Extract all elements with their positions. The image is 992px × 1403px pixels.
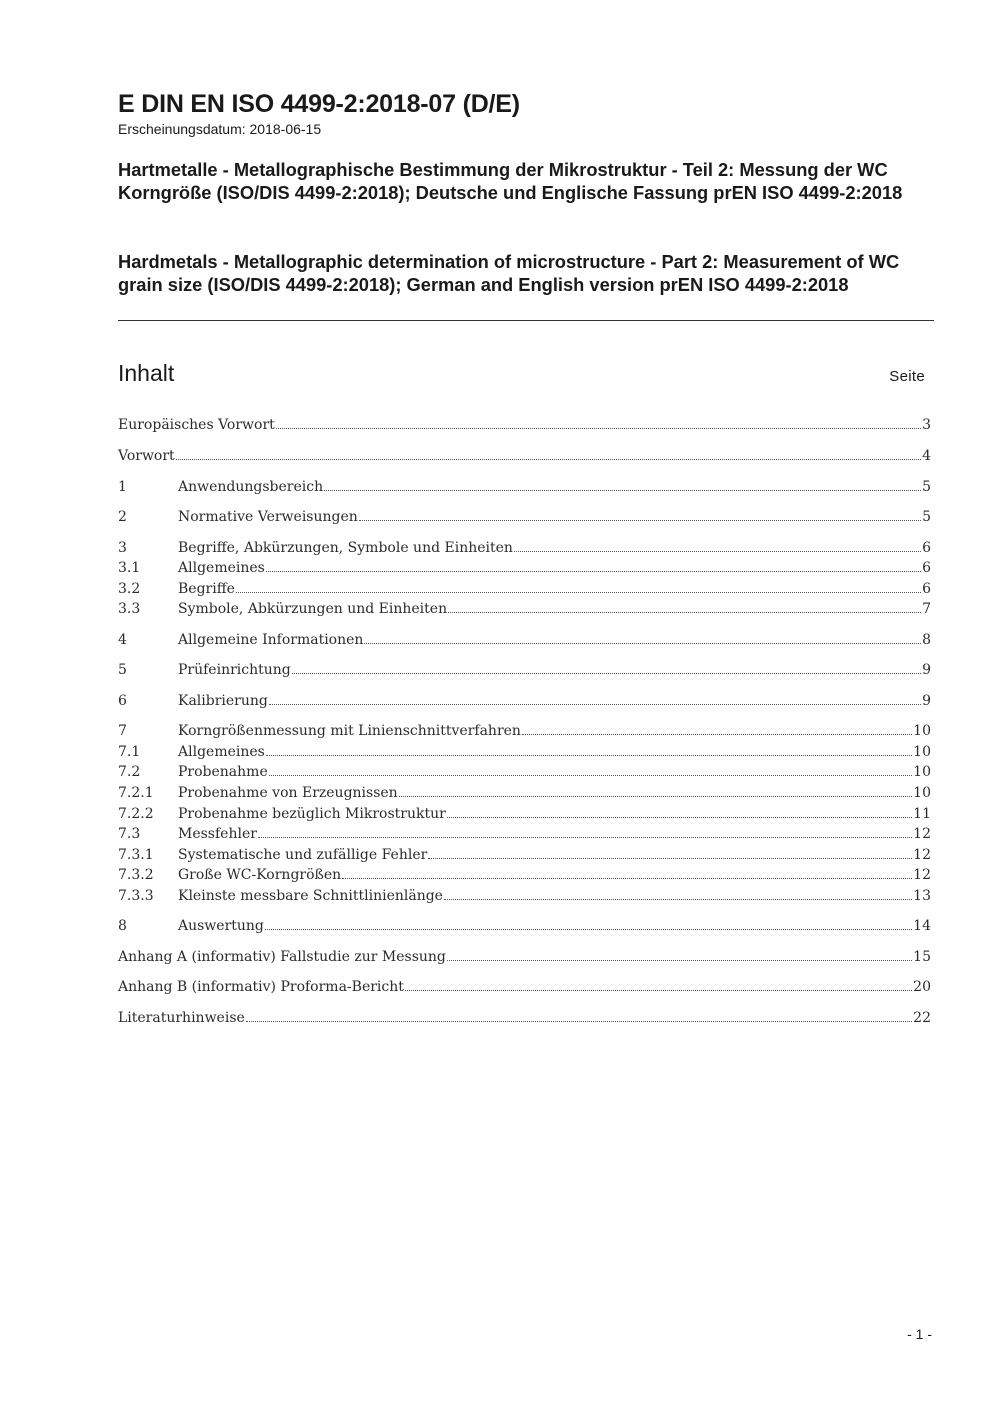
toc-entry-page: 5 [922, 509, 931, 525]
toc-entry[interactable] [118, 577, 931, 597]
toc-entry-text: Anhang B (informativ) Proforma-Bericht [118, 979, 404, 995]
toc-entry-text: Symbole, Abkürzungen und Einheiten [178, 601, 448, 617]
toc-entry-text: Allgemeines [178, 560, 265, 576]
toc-leader [265, 929, 912, 930]
toc-entry-page: 13 [913, 888, 931, 904]
toc-entry-text: Vorwort [118, 448, 175, 464]
toc-heading: Inhalt [118, 360, 175, 386]
toc-entry-number: 2 [118, 509, 127, 525]
toc-entry[interactable] [118, 843, 931, 863]
toc-entry-text: Kleinste messbare Schnittlinienlänge [178, 888, 443, 904]
toc-entry-page: 7 [922, 601, 931, 617]
toc-entry-page: 11 [913, 806, 931, 822]
toc-entry-page: 12 [913, 826, 931, 842]
toc-entry[interactable] [118, 719, 931, 739]
toc-leader [448, 612, 921, 613]
toc-entry-text: Anwendungsbereich [178, 479, 324, 495]
toc-leader [176, 459, 921, 460]
toc-entry-text: Literaturhinweise [118, 1010, 245, 1026]
title-english: Hardmetals - Metallographic determination of microstructure - Part 2: Measurement of WC grain size (ISO/DIS 4499-2:2018); German and English version prEN ISO 4499-2:2018 [118, 251, 900, 295]
toc-leader [522, 734, 912, 735]
toc-entry-page: 20 [913, 979, 931, 995]
toc-entry-number: 7.1 [118, 744, 141, 760]
toc-entry-page: 12 [913, 847, 931, 863]
toc-leader [447, 960, 912, 961]
toc-entry[interactable] [118, 658, 931, 678]
toc-entry-page: 6 [922, 581, 931, 597]
toc-entry-text: Große WC-Korngrößen [178, 867, 342, 883]
toc-entry-text: Kalibrierung [178, 693, 268, 709]
toc-entry-page: 10 [913, 744, 931, 760]
toc-entry[interactable] [118, 781, 931, 801]
toc-entry-text: Auswertung [178, 918, 264, 934]
toc-leader [324, 490, 921, 491]
toc-entry-text: Probenahme [178, 764, 268, 780]
toc-entry-number: Europäisches Vorwort [118, 417, 275, 433]
toc-leader [428, 858, 912, 859]
toc-entry[interactable] [118, 597, 931, 617]
toc-entry-number: 7 [118, 723, 127, 739]
toc-leader [364, 643, 921, 644]
toc-leader [258, 837, 912, 838]
toc-leader [269, 775, 912, 776]
header-divider [118, 320, 934, 321]
toc-entry-text: Normative Verweisungen [178, 509, 358, 525]
toc-entry-text: Korngrößenmessung mit Linienschnittverfahren [178, 723, 521, 739]
toc-entry-number: 7.2 [118, 764, 141, 780]
document-id: E DIN EN ISO 4499-2:2018-07 (D/E) [118, 90, 520, 118]
toc-entry-number: 3 [118, 540, 127, 556]
toc-entry[interactable] [118, 914, 931, 934]
toc-entry[interactable] [118, 740, 931, 760]
toc-leader [266, 571, 921, 572]
toc-entry-page: 9 [922, 693, 931, 709]
toc-entry-page: 22 [913, 1010, 931, 1026]
toc-entry-page: 5 [922, 479, 931, 495]
toc-entry-number: 3.1 [118, 560, 141, 576]
toc-entry-number: 7.2.1 [118, 785, 154, 801]
toc-entry[interactable] [118, 628, 931, 648]
toc-entry-page: 6 [922, 540, 931, 556]
toc-leader [405, 990, 912, 991]
toc-entry-page: 4 [922, 448, 931, 464]
toc-entry-page: 8 [922, 632, 931, 648]
toc-page-label: Seite [889, 368, 925, 385]
toc-entry-page: 15 [913, 949, 931, 965]
toc-entry[interactable] [118, 475, 931, 495]
toc-entry-text: Probenahme bezüglich Mikrostruktur [178, 806, 446, 822]
toc-entry-text: Messfehler [178, 826, 257, 842]
toc-entry-page: 14 [913, 918, 931, 934]
toc-entry[interactable] [118, 945, 931, 965]
toc-entry-number: 7.3 [118, 826, 141, 842]
toc-entry[interactable] [118, 413, 931, 433]
toc-entry-page: 3 [922, 417, 931, 433]
toc-entry-text: Begriffe [178, 581, 235, 597]
toc-entry-text: Allgemeine Informationen [178, 632, 364, 648]
toc-entry-page: 6 [922, 560, 931, 576]
toc-entry[interactable] [118, 975, 931, 995]
toc-entry-number: 1 [118, 479, 127, 495]
toc-leader [266, 755, 912, 756]
toc-entry-number: 3.2 [118, 581, 141, 597]
toc-entry[interactable] [118, 822, 931, 842]
toc-entry[interactable] [118, 760, 931, 780]
toc-entry[interactable] [118, 536, 931, 556]
toc-entry[interactable] [118, 505, 931, 525]
toc-entry-number: 3.3 [118, 601, 141, 617]
toc-entry-number: 4 [118, 632, 127, 648]
toc-entry[interactable] [118, 689, 931, 709]
toc-leader [246, 1021, 912, 1022]
toc-entry-text: Probenahme von Erzeugnissen [178, 785, 398, 801]
toc-entry-text: Systematische und zufällige Fehler [178, 847, 428, 863]
toc-entry[interactable] [118, 556, 931, 576]
toc-leader [514, 551, 921, 552]
toc-leader [447, 817, 912, 818]
toc-entry-text: Begriffe, Abkürzungen, Symbole und Einheiten [178, 540, 513, 556]
toc-leader [342, 878, 912, 879]
toc-entry-page: 9 [922, 662, 931, 678]
toc-leader [276, 428, 921, 429]
toc-entry[interactable] [118, 444, 931, 464]
toc-leader [399, 796, 912, 797]
toc-entry[interactable] [118, 863, 931, 883]
toc-entry[interactable] [118, 1006, 931, 1026]
toc-entry-number: 7.2.2 [118, 806, 154, 822]
toc-entry-number: 7.3.1 [118, 847, 154, 863]
page-number: - 1 - [907, 1326, 932, 1342]
toc-entry-text: Anhang A (informativ) Fallstudie zur Messung [118, 949, 446, 965]
toc-entry-number: 7.3.2 [118, 867, 154, 883]
title-german: Hartmetalle - Metallographische Bestimmung der Mikrostruktur - Teil 2: Messung der WC Korngröße (ISO/DIS 4499-2:2018); Deutsche und Englische Fassung prEN ISO 4499-2:2018 [118, 159, 903, 203]
toc-leader [444, 899, 912, 900]
toc-entry-text: Prüfeinrichtung [178, 662, 291, 678]
toc-leader [359, 520, 921, 521]
toc-leader [269, 704, 921, 705]
toc-leader [292, 673, 921, 674]
publication-date: Erscheinungsdatum: 2018-06-15 [118, 121, 322, 137]
toc-leader [236, 592, 921, 593]
toc-entry-page: 10 [913, 723, 931, 739]
toc-entry-number: 7.3.3 [118, 888, 154, 904]
toc-entry-page: 10 [913, 785, 931, 801]
toc-entry-text: Allgemeines [178, 744, 265, 760]
toc-entry[interactable] [118, 802, 931, 822]
toc-entry-number: 5 [118, 662, 127, 678]
toc-entry-number: 6 [118, 693, 127, 709]
toc-entry-page: 10 [913, 764, 931, 780]
toc-entry-page: 12 [913, 867, 931, 883]
toc-entry-number: 8 [118, 918, 127, 934]
toc-entry[interactable] [118, 884, 931, 904]
